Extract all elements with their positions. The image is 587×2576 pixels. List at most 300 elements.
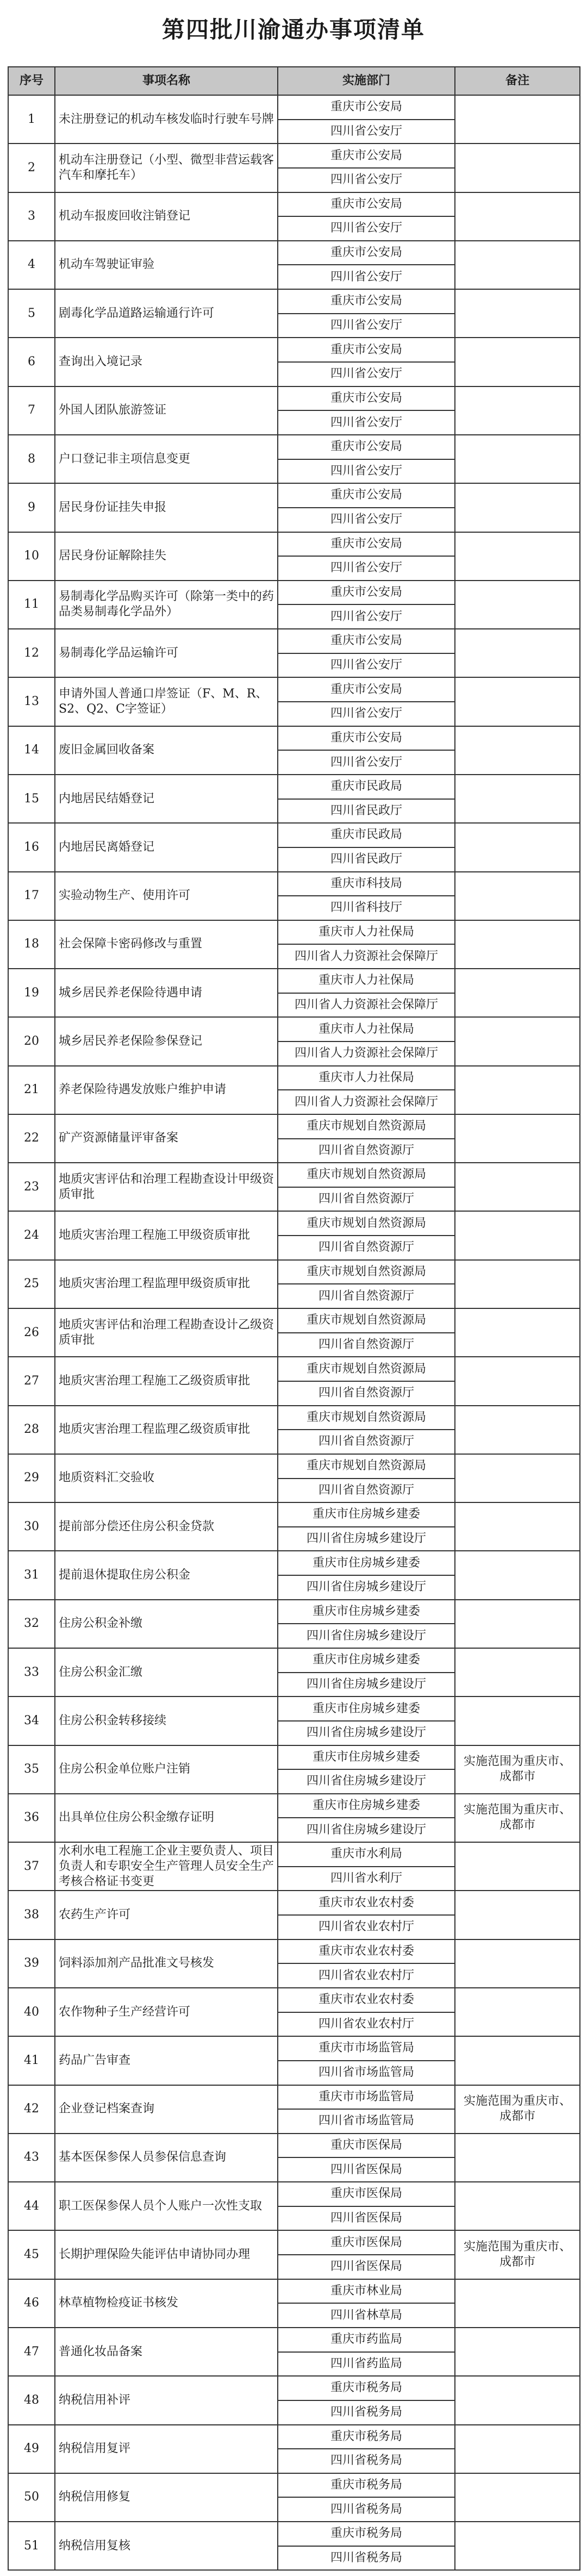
implementing-dept: 四川省公安厅 <box>278 265 455 289</box>
note <box>455 920 580 969</box>
table-row <box>8 144 580 168</box>
table-row <box>8 1502 580 1527</box>
note <box>455 2328 580 2376</box>
note <box>455 1066 580 1114</box>
implementing-dept: 重庆市公安局 <box>278 386 455 411</box>
matter-name: 地质资料汇交验收 <box>55 1454 278 1502</box>
matter-name: 废旧金属回收备案 <box>55 726 278 775</box>
table-row <box>8 2522 580 2546</box>
row-number: 37 <box>8 1842 55 1891</box>
row-number: 24 <box>8 1211 55 1259</box>
implementing-dept: 重庆市公安局 <box>278 532 455 557</box>
row-number: 32 <box>8 1600 55 1648</box>
implementing-dept: 重庆市市场监管局 <box>278 2085 455 2110</box>
implementing-dept: 四川省自然资源厅 <box>278 1333 455 1357</box>
table-row <box>8 775 580 799</box>
row-number: 46 <box>8 2279 55 2328</box>
matter-name: 基本医保参保人员参保信息查询 <box>55 2134 278 2182</box>
matter-name: 提前退休提取住房公积金 <box>55 1551 278 1599</box>
implementing-dept: 重庆市民政局 <box>278 823 455 847</box>
implementing-dept: 四川省公安厅 <box>278 459 455 484</box>
implementing-dept: 四川省税务局 <box>278 2546 455 2571</box>
implementing-dept: 四川省水利厅 <box>278 1867 455 1891</box>
implementing-dept: 四川省住房城乡建设厅 <box>278 1818 455 1842</box>
row-number: 34 <box>8 1696 55 1745</box>
implementing-dept: 重庆市人力社保局 <box>278 969 455 993</box>
implementing-dept: 四川省公安厅 <box>278 314 455 338</box>
row-number: 4 <box>8 241 55 289</box>
row-number: 39 <box>8 1939 55 1988</box>
implementing-dept: 重庆市医保局 <box>278 2134 455 2158</box>
note <box>455 1600 580 1648</box>
row-number: 38 <box>8 1891 55 1939</box>
implementing-dept: 四川省公安厅 <box>278 750 455 775</box>
implementing-dept: 重庆市药监局 <box>278 2328 455 2352</box>
matter-name: 未注册登记的机动车核发临时行驶车号牌 <box>55 95 278 144</box>
note <box>455 2376 580 2424</box>
row-number: 35 <box>8 1745 55 1794</box>
row-number: 27 <box>8 1357 55 1405</box>
matter-name: 出具单位住房公积金缴存证明 <box>55 1794 278 1842</box>
row-number: 1 <box>8 95 55 144</box>
row-number: 23 <box>8 1163 55 1211</box>
row-number: 41 <box>8 2036 55 2085</box>
table-row <box>8 1406 580 1430</box>
table-row <box>8 1600 580 1624</box>
note <box>455 629 580 677</box>
table-row <box>8 2230 580 2255</box>
matter-name: 内地居民离婚登记 <box>55 823 278 871</box>
note <box>455 1891 580 1939</box>
table-row <box>8 1163 580 1187</box>
note <box>455 483 580 532</box>
note <box>455 144 580 192</box>
table-row <box>8 483 580 508</box>
implementing-dept: 重庆市税务局 <box>278 2522 455 2546</box>
row-number: 21 <box>8 1066 55 1114</box>
note: 实施范围为重庆市、成都市 <box>455 1745 580 1794</box>
table-row <box>8 435 580 459</box>
matter-name: 机动车驾驶证审验 <box>55 241 278 289</box>
implementing-dept: 四川省农业农村厅 <box>278 2012 455 2037</box>
matter-name: 易制毒化学品购买许可（除第一类中的药品类易制毒化学品外） <box>55 581 278 629</box>
table-row <box>8 969 580 993</box>
implementing-dept: 重庆市民政局 <box>278 775 455 799</box>
matter-name: 纳税信用复核 <box>55 2522 278 2570</box>
note <box>455 969 580 1017</box>
implementing-dept: 重庆市税务局 <box>278 2425 455 2449</box>
note <box>455 1988 580 2036</box>
note <box>455 2036 580 2085</box>
note <box>455 581 580 629</box>
row-number: 44 <box>8 2182 55 2230</box>
note <box>455 2425 580 2473</box>
matter-name: 易制毒化学品运输许可 <box>55 629 278 677</box>
implementing-dept: 重庆市规划自然资源局 <box>278 1163 455 1187</box>
row-number: 5 <box>8 289 55 338</box>
table-row <box>8 2182 580 2206</box>
row-number: 30 <box>8 1502 55 1551</box>
implementing-dept: 重庆市公安局 <box>278 192 455 217</box>
note <box>455 2134 580 2182</box>
implementing-dept: 四川省公安厅 <box>278 168 455 192</box>
matter-name: 纳税信用修复 <box>55 2473 278 2522</box>
matter-name: 农作物种子生产经营许可 <box>55 1988 278 2036</box>
note <box>455 1454 580 1502</box>
matter-name: 林草植物检疫证书核发 <box>55 2279 278 2328</box>
row-number: 6 <box>8 338 55 386</box>
row-number: 12 <box>8 629 55 677</box>
table-row <box>8 1745 580 1770</box>
note <box>455 532 580 581</box>
table-row <box>8 241 580 265</box>
implementing-dept: 四川省人力资源社会保障厅 <box>278 1090 455 1114</box>
implementing-dept: 重庆市公安局 <box>278 95 455 120</box>
table-row <box>8 2279 580 2304</box>
note <box>455 338 580 386</box>
table-row <box>8 920 580 945</box>
implementing-dept: 四川省药监局 <box>278 2352 455 2377</box>
implementing-dept: 四川省公安厅 <box>278 702 455 726</box>
implementing-dept: 重庆市农业农村委 <box>278 1891 455 1915</box>
page-title: 第四批川渝通办事项清单 <box>161 16 425 43</box>
row-number: 47 <box>8 2328 55 2376</box>
implementing-dept: 重庆市公安局 <box>278 726 455 751</box>
row-number: 40 <box>8 1988 55 2036</box>
row-number: 7 <box>8 386 55 435</box>
note <box>455 872 580 920</box>
implementing-dept: 重庆市公安局 <box>278 338 455 362</box>
table-row <box>8 2085 580 2110</box>
implementing-dept: 四川省住房城乡建设厅 <box>278 1769 455 1794</box>
matter-name: 纳税信用复评 <box>55 2425 278 2473</box>
note <box>455 1308 580 1357</box>
implementing-dept: 重庆市住房城乡建委 <box>278 1600 455 1624</box>
row-number: 51 <box>8 2522 55 2570</box>
implementing-dept: 四川省公安厅 <box>278 653 455 678</box>
table-row <box>8 1648 580 1673</box>
implementing-dept: 四川省林草局 <box>278 2303 455 2328</box>
row-number: 2 <box>8 144 55 192</box>
row-number: 43 <box>8 2134 55 2182</box>
implementing-dept: 重庆市住房城乡建委 <box>278 1551 455 1575</box>
row-number: 3 <box>8 192 55 241</box>
row-number: 17 <box>8 872 55 920</box>
table-row <box>8 1308 580 1333</box>
header-note: 备注 <box>455 67 580 95</box>
matter-name: 普通化妆品备案 <box>55 2328 278 2376</box>
implementing-dept: 重庆市规划自然资源局 <box>278 1114 455 1139</box>
note <box>455 2473 580 2522</box>
row-number: 25 <box>8 1260 55 1308</box>
note <box>455 1406 580 1454</box>
matter-name: 实验动物生产、使用许可 <box>55 872 278 920</box>
implementing-dept: 重庆市林业局 <box>278 2279 455 2304</box>
table-row <box>8 1017 580 1041</box>
table-row <box>8 1211 580 1236</box>
note <box>455 386 580 435</box>
note <box>455 289 580 338</box>
table-row <box>8 2473 580 2498</box>
table-row <box>8 1260 580 1284</box>
implementing-dept: 重庆市规划自然资源局 <box>278 1308 455 1333</box>
implementing-dept: 四川省人力资源社会保障厅 <box>278 993 455 1018</box>
matter-name: 职工医保参保人员个人账户一次性支取 <box>55 2182 278 2230</box>
matter-name: 居民身份证挂失申报 <box>55 483 278 532</box>
note <box>455 2522 580 2570</box>
row-number: 8 <box>8 435 55 483</box>
table-row <box>8 1842 580 1867</box>
implementing-dept: 重庆市住房城乡建委 <box>278 1745 455 1770</box>
implementing-dept: 四川省税务局 <box>278 2400 455 2425</box>
implementing-dept: 重庆市住房城乡建委 <box>278 1502 455 1527</box>
row-number: 45 <box>8 2230 55 2279</box>
implementing-dept: 四川省公安厅 <box>278 216 455 241</box>
row-number: 18 <box>8 920 55 969</box>
row-number: 15 <box>8 775 55 823</box>
row-number: 26 <box>8 1308 55 1357</box>
implementing-dept: 重庆市人力社保局 <box>278 1066 455 1090</box>
matter-name: 住房公积金汇缴 <box>55 1648 278 1696</box>
implementing-dept: 四川省医保局 <box>278 2255 455 2279</box>
row-number: 14 <box>8 726 55 775</box>
row-number: 16 <box>8 823 55 871</box>
matter-name: 机动车报废回收注销登记 <box>55 192 278 241</box>
implementing-dept: 四川省医保局 <box>278 2157 455 2182</box>
table-row <box>8 338 580 362</box>
implementing-dept: 四川省住房城乡建设厅 <box>278 1575 455 1600</box>
implementing-dept: 重庆市农业农村委 <box>278 1988 455 2012</box>
matter-name: 社会保障卡密码修改与重置 <box>55 920 278 969</box>
note <box>455 1114 580 1163</box>
matter-name: 地质灾害治理工程施工甲级资质审批 <box>55 1211 278 1259</box>
implementing-dept: 重庆市住房城乡建委 <box>278 1696 455 1721</box>
implementing-dept: 重庆市公安局 <box>278 483 455 508</box>
implementing-dept: 重庆市公安局 <box>278 289 455 314</box>
row-number: 50 <box>8 2473 55 2522</box>
implementing-dept: 四川省住房城乡建设厅 <box>278 1673 455 1697</box>
table-row <box>8 1114 580 1139</box>
table-row <box>8 629 580 653</box>
table-row <box>8 532 580 557</box>
matter-name: 户口登记非主项信息变更 <box>55 435 278 483</box>
implementing-dept: 四川省自然资源厅 <box>278 1479 455 1503</box>
implementing-dept: 重庆市公安局 <box>278 144 455 168</box>
table-row <box>8 1939 580 1964</box>
row-number: 36 <box>8 1794 55 1842</box>
note <box>455 1551 580 1599</box>
implementing-dept: 重庆市农业农村委 <box>278 1939 455 1964</box>
matter-name: 外国人团队旅游签证 <box>55 386 278 435</box>
implementing-dept: 四川省医保局 <box>278 2206 455 2231</box>
matter-name: 地质灾害评估和治理工程勘查设计甲级资质审批 <box>55 1163 278 1211</box>
table-body <box>8 95 580 2570</box>
implementing-dept: 四川省公安厅 <box>278 556 455 581</box>
implementing-dept: 重庆市税务局 <box>278 2473 455 2498</box>
note <box>455 435 580 483</box>
matter-name: 矿产资源储量评审备案 <box>55 1114 278 1163</box>
implementing-dept: 四川省自然资源厅 <box>278 1187 455 1212</box>
implementing-dept: 重庆市公安局 <box>278 677 455 702</box>
note <box>455 241 580 289</box>
implementing-dept: 重庆市规划自然资源局 <box>278 1260 455 1284</box>
row-number: 33 <box>8 1648 55 1696</box>
implementing-dept: 四川省人力资源社会保障厅 <box>278 944 455 969</box>
table-row <box>8 1696 580 1721</box>
implementing-dept: 重庆市规划自然资源局 <box>278 1454 455 1479</box>
note <box>455 1648 580 1696</box>
matter-name: 企业登记档案查询 <box>55 2085 278 2134</box>
implementing-dept: 重庆市市场监管局 <box>278 2036 455 2061</box>
implementing-dept: 重庆市科技局 <box>278 872 455 896</box>
implementing-dept: 重庆市水利局 <box>278 1842 455 1867</box>
table-row <box>8 872 580 896</box>
row-number: 19 <box>8 969 55 1017</box>
implementing-dept: 四川省自然资源厅 <box>278 1284 455 1308</box>
row-number: 31 <box>8 1551 55 1599</box>
note: 实施范围为重庆市、成都市 <box>455 1794 580 1842</box>
implementing-dept: 四川省住房城乡建设厅 <box>278 1527 455 1551</box>
table-row <box>8 726 580 751</box>
note <box>455 677 580 726</box>
row-number: 20 <box>8 1017 55 1065</box>
matter-name: 养老保险待遇发放账户维护申请 <box>55 1066 278 1114</box>
header-name: 事项名称 <box>55 67 278 95</box>
matters-table <box>8 66 580 2571</box>
implementing-dept: 四川省公安厅 <box>278 410 455 435</box>
note: 实施范围为重庆市、成都市 <box>455 2230 580 2279</box>
implementing-dept: 重庆市医保局 <box>278 2230 455 2255</box>
matter-name: 长期护理保险失能评估申请协同办理 <box>55 2230 278 2279</box>
table-row <box>8 2036 580 2061</box>
matter-name: 饲料添加剂产品批准文号核发 <box>55 1939 278 1988</box>
implementing-dept: 四川省市场监管局 <box>278 2061 455 2085</box>
implementing-dept: 四川省税务局 <box>278 2497 455 2522</box>
table-row <box>8 1066 580 1090</box>
implementing-dept: 四川省民政厅 <box>278 799 455 824</box>
note <box>455 2279 580 2328</box>
table-row <box>8 1794 580 1818</box>
matter-name: 地质灾害治理工程监理乙级资质审批 <box>55 1406 278 1454</box>
implementing-dept: 重庆市公安局 <box>278 435 455 459</box>
implementing-dept: 四川省公安厅 <box>278 604 455 629</box>
table-row <box>8 1357 580 1381</box>
implementing-dept: 四川省自然资源厅 <box>278 1430 455 1454</box>
matter-name: 申请外国人普通口岸签证（F、M、R、S2、Q2、C字签证） <box>55 677 278 726</box>
note <box>455 95 580 144</box>
note <box>455 775 580 823</box>
implementing-dept: 四川省农业农村厅 <box>278 1963 455 1988</box>
table-row <box>8 1551 580 1575</box>
note <box>455 726 580 775</box>
implementing-dept: 重庆市人力社保局 <box>278 1017 455 1041</box>
header-no: 序号 <box>8 67 55 95</box>
implementing-dept: 重庆市规划自然资源局 <box>278 1211 455 1236</box>
table-row <box>8 823 580 847</box>
note <box>455 1502 580 1551</box>
implementing-dept: 四川省税务局 <box>278 2449 455 2473</box>
table-row <box>8 2134 580 2158</box>
table-row <box>8 2376 580 2400</box>
implementing-dept: 重庆市住房城乡建委 <box>278 1648 455 1673</box>
table-row <box>8 192 580 217</box>
table-row <box>8 386 580 411</box>
matter-name: 住房公积金单位账户注销 <box>55 1745 278 1794</box>
implementing-dept: 重庆市公安局 <box>278 581 455 605</box>
note <box>455 1017 580 1065</box>
row-number: 13 <box>8 677 55 726</box>
implementing-dept: 四川省公安厅 <box>278 508 455 532</box>
note <box>455 1842 580 1891</box>
table-row <box>8 2425 580 2449</box>
implementing-dept: 四川省市场监管局 <box>278 2109 455 2134</box>
matter-name: 药品广告审查 <box>55 2036 278 2085</box>
implementing-dept: 重庆市公安局 <box>278 241 455 265</box>
implementing-dept: 重庆市医保局 <box>278 2182 455 2206</box>
matter-name: 查询出入境记录 <box>55 338 278 386</box>
implementing-dept: 四川省住房城乡建设厅 <box>278 1721 455 1745</box>
row-number: 10 <box>8 532 55 581</box>
implementing-dept: 重庆市税务局 <box>278 2376 455 2400</box>
row-number: 28 <box>8 1406 55 1454</box>
matter-name: 农药生产许可 <box>55 1891 278 1939</box>
implementing-dept: 四川省农业农村厅 <box>278 1915 455 1939</box>
row-number: 49 <box>8 2425 55 2473</box>
matter-name: 剧毒化学品道路运输通行许可 <box>55 289 278 338</box>
matter-name: 住房公积金补缴 <box>55 1600 278 1648</box>
matter-name: 居民身份证解除挂失 <box>55 532 278 581</box>
note <box>455 1357 580 1405</box>
row-number: 29 <box>8 1454 55 1502</box>
row-number: 22 <box>8 1114 55 1163</box>
matter-name: 提前部分偿还住房公积金贷款 <box>55 1502 278 1551</box>
matter-name: 住房公积金转移接续 <box>55 1696 278 1745</box>
matter-name: 地质灾害治理工程施工乙级资质审批 <box>55 1357 278 1405</box>
implementing-dept: 四川省自然资源厅 <box>278 1139 455 1163</box>
table-row <box>8 2328 580 2352</box>
table-row <box>8 95 580 120</box>
table-row <box>8 677 580 702</box>
implementing-dept: 重庆市人力社保局 <box>278 920 455 945</box>
row-number: 11 <box>8 581 55 629</box>
note <box>455 823 580 871</box>
implementing-dept: 四川省公安厅 <box>278 120 455 144</box>
implementing-dept: 四川省自然资源厅 <box>278 1381 455 1406</box>
implementing-dept: 重庆市规划自然资源局 <box>278 1357 455 1381</box>
note <box>455 1696 580 1745</box>
implementing-dept: 重庆市规划自然资源局 <box>278 1406 455 1430</box>
implementing-dept: 重庆市公安局 <box>278 629 455 653</box>
table-row <box>8 581 580 605</box>
implementing-dept: 四川省科技厅 <box>278 896 455 920</box>
implementing-dept: 四川省公安厅 <box>278 362 455 386</box>
implementing-dept: 重庆市住房城乡建委 <box>278 1794 455 1818</box>
table-row <box>8 289 580 314</box>
implementing-dept: 四川省住房城乡建设厅 <box>278 1624 455 1648</box>
matter-name: 机动车注册登记（小型、微型非营运载客汽车和摩托车） <box>55 144 278 192</box>
header-dept: 实施部门 <box>278 67 455 95</box>
implementing-dept: 四川省民政厅 <box>278 847 455 872</box>
note <box>455 2182 580 2230</box>
row-number: 42 <box>8 2085 55 2134</box>
table-header-row <box>8 67 580 95</box>
table-row <box>8 1454 580 1479</box>
matter-name: 地质灾害评估和治理工程勘查设计乙级资质审批 <box>55 1308 278 1357</box>
matter-name: 水利水电工程施工企业主要负责人、项目负责人和专职安全生产管理人员安全生产考核合格证书变更 <box>55 1842 278 1891</box>
note: 实施范围为重庆市、成都市 <box>455 2085 580 2134</box>
implementing-dept: 四川省自然资源厅 <box>278 1236 455 1260</box>
matter-name: 城乡居民养老保险待遇申请 <box>55 969 278 1017</box>
